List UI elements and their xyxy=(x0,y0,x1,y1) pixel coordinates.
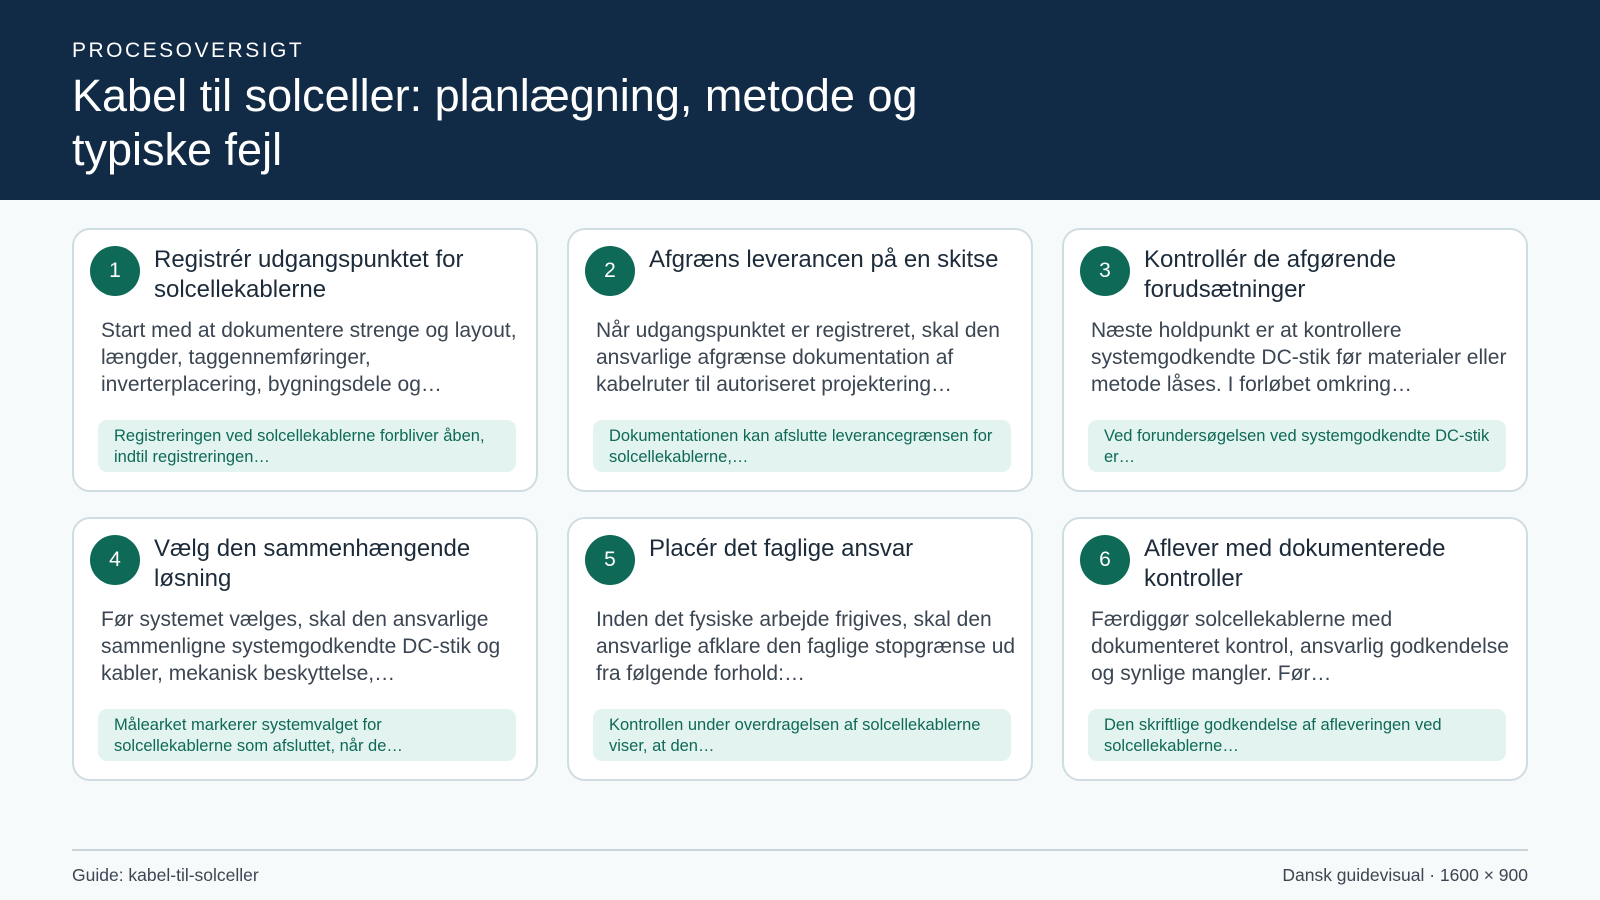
step-description: Inden det fysiske arbejde frigives, skal den ansvarlige afklare den faglige stopgrænse ud fra følgende forhold:… xyxy=(596,608,1016,685)
step-title: Vælg den sammenhængende løsning xyxy=(154,535,471,592)
step-card-3 xyxy=(1062,228,1528,492)
step-title: Kontrollér de afgørende forudsætninger xyxy=(1144,246,1397,303)
step-note: Dokumentationen kan afslutte leverancegrænsen for solcellekablerne,… xyxy=(593,420,1011,472)
eyebrow-label: PROCESOVERSIGT xyxy=(72,39,305,62)
footer-divider xyxy=(72,849,1528,851)
step-number-badge: 5 xyxy=(585,535,635,585)
process-step-grid xyxy=(72,228,1528,784)
footer-credit: Dansk guidevisual · 1600 × 900 xyxy=(1282,865,1528,885)
step-card-2 xyxy=(567,228,1033,492)
step-title: Registrér udgangspunktet for solcellekablerne xyxy=(154,246,464,303)
step-note: Målearket markerer systemvalget for solcellekablerne som afsluttet, når de… xyxy=(98,709,516,761)
footer-guide-label: Guide: kabel-til-solceller xyxy=(72,865,259,885)
page-title: Kabel til solceller: planlægning, metode og typiske fejl xyxy=(72,70,918,175)
step-note: Registreringen ved solcellekablerne forbliver åben, indtil registreringen… xyxy=(98,420,516,472)
step-card-5 xyxy=(567,517,1033,781)
step-description: Når udgangspunktet er registreret, skal den ansvarlige afgrænse dokumentation af kabelruter til autoriseret projektering… xyxy=(596,319,1000,396)
step-note: Den skriftlige godkendelse af afleveringen ved solcellekablerne… xyxy=(1088,709,1506,761)
step-number-badge: 1 xyxy=(90,246,140,296)
step-description: Færdiggør solcellekablerne med dokumenteret kontrol, ansvarlig godkendelse og synlige mangler. Før… xyxy=(1091,608,1509,685)
step-note: Kontrollen under overdragelsen af solcellekablerne viser, at den… xyxy=(593,709,1011,761)
step-description: Næste holdpunkt er at kontrollere systemgodkendte DC-stik før materialer eller metode låses. I forløbet omkring… xyxy=(1091,319,1507,396)
step-title: Placér det faglige ansvar xyxy=(649,535,914,562)
step-note: Ved forundersøgelsen ved systemgodkendte DC-stik er… xyxy=(1088,420,1506,472)
page-header xyxy=(0,0,1600,200)
step-number-badge: 4 xyxy=(90,535,140,585)
step-title: Aflever med dokumenterede kontroller xyxy=(1144,535,1446,592)
step-card-6 xyxy=(1062,517,1528,781)
step-number-badge: 2 xyxy=(585,246,635,296)
step-card-1 xyxy=(72,228,538,492)
step-title: Afgræns leverancen på en skitse xyxy=(649,246,999,273)
step-description: Start med at dokumentere strenge og layout, længder, taggennemføringer, inverterplacering, bygningsdele og… xyxy=(101,319,517,396)
step-number-badge: 3 xyxy=(1080,246,1130,296)
step-number-badge: 6 xyxy=(1080,535,1130,585)
step-card-4 xyxy=(72,517,538,781)
step-description: Før systemet vælges, skal den ansvarlige sammenligne systemgodkendte DC-stik og kabler, mekanisk beskyttelse,… xyxy=(101,608,501,685)
